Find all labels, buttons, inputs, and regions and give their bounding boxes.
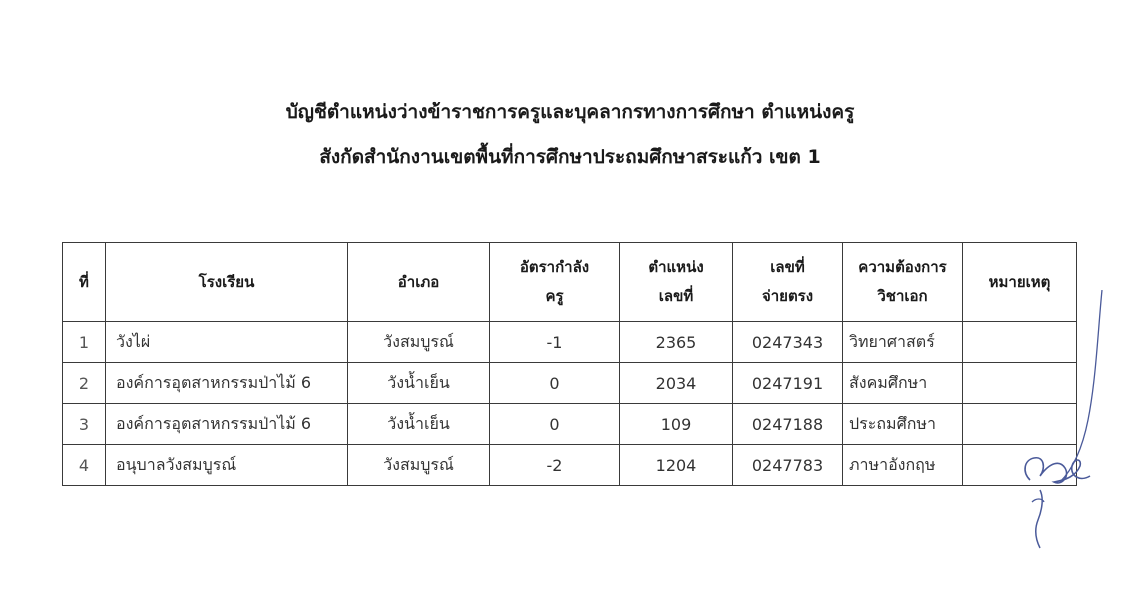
- header-school: โรงเรียน: [106, 243, 348, 322]
- vacancy-table: [62, 242, 1077, 486]
- cell-district: วังสมบูรณ์: [348, 445, 490, 486]
- header-major-line2: วิชาเอก: [877, 287, 928, 305]
- cell-position-no: 2365: [620, 322, 733, 363]
- header-major: [843, 243, 963, 322]
- header-no: ที่: [63, 243, 106, 322]
- header-position: [620, 243, 733, 322]
- table-row: [63, 322, 1077, 363]
- header-position-line1: ตำแหน่ง: [648, 258, 704, 276]
- cell-quota: -2: [490, 445, 620, 486]
- header-quota: [490, 243, 620, 322]
- table-row: [63, 445, 1077, 486]
- cell-major: สังคมศึกษา: [843, 363, 963, 404]
- table-row: [63, 363, 1077, 404]
- cell-major: ประถมศึกษา: [843, 404, 963, 445]
- cell-position-no: 2034: [620, 363, 733, 404]
- cell-payroll-no: 0247783: [733, 445, 843, 486]
- header-quota-line1: อัตรากำลัง: [519, 258, 590, 276]
- cell-payroll-no: 0247191: [733, 363, 843, 404]
- table-row: [63, 404, 1077, 445]
- cell-no: 2: [63, 363, 106, 404]
- document-subtitle: สังกัดสำนักงานเขตพื้นที่การศึกษาประถมศึกษาสระแก้ว เขต 1: [319, 146, 821, 168]
- header-quota-line2: ครู: [545, 287, 564, 305]
- cell-district: วังน้ำเย็น: [348, 363, 490, 404]
- header-remarks: หมายเหตุ: [963, 243, 1077, 322]
- handwritten-signature: [1010, 290, 1120, 560]
- cell-no: 4: [63, 445, 106, 486]
- cell-school: วังไผ่: [106, 322, 348, 363]
- cell-quota: 0: [490, 363, 620, 404]
- cell-payroll-no: 0247188: [733, 404, 843, 445]
- cell-quota: -1: [490, 322, 620, 363]
- cell-no: 1: [63, 322, 106, 363]
- header-payroll: [733, 243, 843, 322]
- cell-major: ภาษาอังกฤษ: [843, 445, 963, 486]
- cell-quota: 0: [490, 404, 620, 445]
- header-payroll-line2: จ่ายตรง: [761, 287, 814, 305]
- document-title: บัญชีตำแหน่งว่างข้าราชการครูและบุคลากรทางการศึกษา ตำแหน่งครู: [285, 101, 855, 123]
- header-position-line2: เลขที่: [658, 287, 694, 305]
- cell-no: 3: [63, 404, 106, 445]
- header-payroll-line1: เลขที่: [770, 258, 805, 276]
- cell-school: อนุบาลวังสมบูรณ์: [106, 445, 348, 486]
- cell-district: วังสมบูรณ์: [348, 322, 490, 363]
- cell-district: วังน้ำเย็น: [348, 404, 490, 445]
- cell-major: วิทยาศาสตร์: [843, 322, 963, 363]
- cell-school: องค์การอุตสาหกรรมป่าไม้ 6: [106, 363, 348, 404]
- cell-payroll-no: 0247343: [733, 322, 843, 363]
- header-district: อำเภอ: [348, 243, 490, 322]
- cell-school: องค์การอุตสาหกรรมป่าไม้ 6: [106, 404, 348, 445]
- cell-position-no: 109: [620, 404, 733, 445]
- cell-position-no: 1204: [620, 445, 733, 486]
- table-header-row: [63, 243, 1077, 322]
- header-major-line1: ความต้องการ: [858, 258, 947, 276]
